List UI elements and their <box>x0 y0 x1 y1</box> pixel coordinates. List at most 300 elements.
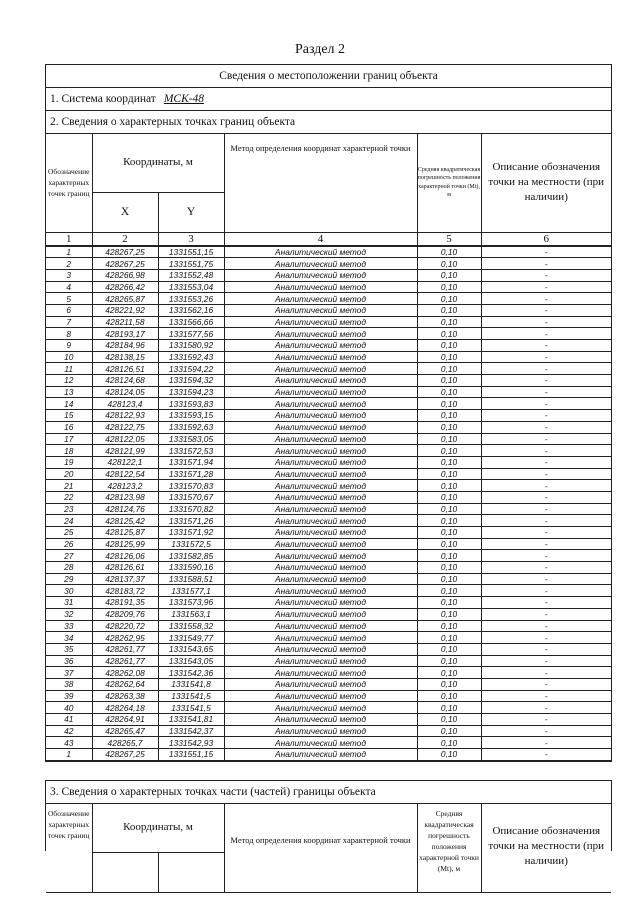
points-table-body <box>46 246 611 761</box>
accuracy-cell: 0,10 <box>417 620 481 632</box>
table-row <box>46 585 611 597</box>
x-coordinate: 428265,87 <box>92 293 158 305</box>
point-number: 2 <box>46 258 92 270</box>
x-coordinate: 428209,76 <box>92 608 158 620</box>
description-cell: - <box>481 632 611 644</box>
part-accuracy-header: Средняя квадратическая погрешность положения характерной точки (Mt), м <box>417 804 481 892</box>
method-cell: Аналитический метод <box>224 328 417 340</box>
y-coordinate: 1331542,93 <box>158 737 224 749</box>
table-row <box>46 363 611 375</box>
description-cell: - <box>481 538 611 550</box>
x-coordinate: 428267,25 <box>92 258 158 270</box>
accuracy-header: Средняя квадратическая погрешность положения характерной точки (Mt), м <box>417 134 481 232</box>
y-coordinate: 1331566,66 <box>158 316 224 328</box>
table-row <box>46 269 611 281</box>
point-number: 1 <box>46 246 92 258</box>
table-row <box>46 550 611 562</box>
y-coordinate: 1331577,1 <box>158 585 224 597</box>
description-cell: - <box>481 702 611 714</box>
description-cell: - <box>481 445 611 457</box>
description-cell: - <box>481 480 611 492</box>
x-coordinate: 428125,87 <box>92 527 158 539</box>
y-coordinate: 1331594,22 <box>158 363 224 375</box>
part-point-name-header: Обозначение характерных точек границ <box>46 804 92 892</box>
x-coordinate: 428123,2 <box>92 480 158 492</box>
point-number: 18 <box>46 445 92 457</box>
y-coordinate: 1331563,1 <box>158 608 224 620</box>
accuracy-cell: 0,10 <box>417 538 481 550</box>
method-cell: Аналитический метод <box>224 491 417 503</box>
method-cell: Аналитический метод <box>224 445 417 457</box>
table-row <box>46 702 611 714</box>
x-coordinate: 428123,4 <box>92 398 158 410</box>
accuracy-cell: 0,10 <box>417 281 481 293</box>
x-coordinate: 428265,7 <box>92 737 158 749</box>
y-coordinate: 1331593,15 <box>158 410 224 422</box>
point-number: 42 <box>46 725 92 737</box>
x-coordinate: 428122,54 <box>92 468 158 480</box>
coordinates-header: Координаты, м <box>92 134 224 192</box>
accuracy-cell: 0,10 <box>417 562 481 574</box>
column-number: 2 <box>92 232 158 246</box>
table-row <box>46 386 611 398</box>
y-coordinate: 1331594,23 <box>158 386 224 398</box>
y-coordinate: 1331580,92 <box>158 340 224 352</box>
point-number: 5 <box>46 293 92 305</box>
column-number: 3 <box>158 232 224 246</box>
table-row <box>46 749 611 761</box>
y-header: Y <box>158 192 224 232</box>
point-number: 32 <box>46 608 92 620</box>
method-cell: Аналитический метод <box>224 503 417 515</box>
table-row <box>46 608 611 620</box>
y-coordinate: 1331592,43 <box>158 351 224 363</box>
accuracy-cell: 0,10 <box>417 480 481 492</box>
description-cell: - <box>481 456 611 468</box>
method-cell: Аналитический метод <box>224 538 417 550</box>
table-row <box>46 375 611 387</box>
part-coordinates-header: Координаты, м <box>92 804 224 852</box>
part-description-header: Описание обозначения точки на местности (при наличии) <box>481 804 611 892</box>
accuracy-cell: 0,10 <box>417 293 481 305</box>
accuracy-cell: 0,10 <box>417 690 481 702</box>
description-cell: - <box>481 328 611 340</box>
accuracy-cell: 0,10 <box>417 725 481 737</box>
y-coordinate: 1331592,63 <box>158 421 224 433</box>
y-coordinate: 1331553,26 <box>158 293 224 305</box>
y-coordinate: 1331570,83 <box>158 480 224 492</box>
part-points-table <box>46 804 611 893</box>
point-number: 15 <box>46 410 92 422</box>
y-coordinate: 1331588,51 <box>158 573 224 585</box>
x-coordinate: 428266,98 <box>92 269 158 281</box>
method-cell: Аналитический метод <box>224 562 417 574</box>
point-number: 30 <box>46 585 92 597</box>
description-cell: - <box>481 503 611 515</box>
accuracy-cell: 0,10 <box>417 351 481 363</box>
description-cell: - <box>481 573 611 585</box>
table-row <box>46 667 611 679</box>
point-number: 20 <box>46 468 92 480</box>
point-number: 24 <box>46 515 92 527</box>
table-row <box>46 503 611 515</box>
table-row <box>46 316 611 328</box>
method-cell: Аналитический метод <box>224 702 417 714</box>
accuracy-cell: 0,10 <box>417 632 481 644</box>
x-coordinate: 428122,75 <box>92 421 158 433</box>
accuracy-cell: 0,10 <box>417 386 481 398</box>
description-cell: - <box>481 608 611 620</box>
y-coordinate: 1331562,16 <box>158 304 224 316</box>
description-cell: - <box>481 304 611 316</box>
x-coordinate: 428220,72 <box>92 620 158 632</box>
accuracy-cell: 0,10 <box>417 258 481 270</box>
table-row <box>46 690 611 702</box>
description-cell: - <box>481 737 611 749</box>
y-coordinate: 1331543,05 <box>158 655 224 667</box>
column-number: 4 <box>224 232 417 246</box>
x-header: X <box>92 192 158 232</box>
table-row <box>46 632 611 644</box>
column-number: 5 <box>417 232 481 246</box>
method-cell: Аналитический метод <box>224 258 417 270</box>
point-number: 3 <box>46 269 92 281</box>
accuracy-cell: 0,10 <box>417 433 481 445</box>
point-number: 22 <box>46 491 92 503</box>
method-header: Метод определения координат характерной точки <box>224 134 417 232</box>
y-coordinate: 1331572,5 <box>158 538 224 550</box>
y-coordinate: 1331570,67 <box>158 491 224 503</box>
method-cell: Аналитический метод <box>224 386 417 398</box>
accuracy-cell: 0,10 <box>417 527 481 539</box>
x-coordinate: 428263,38 <box>92 690 158 702</box>
x-coordinate: 428124,05 <box>92 386 158 398</box>
description-cell: - <box>481 386 611 398</box>
x-coordinate: 428124,68 <box>92 375 158 387</box>
description-cell: - <box>481 491 611 503</box>
method-cell: Аналитический метод <box>224 620 417 632</box>
accuracy-cell: 0,10 <box>417 328 481 340</box>
table-row <box>46 597 611 609</box>
method-cell: Аналитический метод <box>224 375 417 387</box>
description-cell: - <box>481 527 611 539</box>
method-cell: Аналитический метод <box>224 316 417 328</box>
description-cell: - <box>481 340 611 352</box>
y-coordinate: 1331582,85 <box>158 550 224 562</box>
x-coordinate: 428121,99 <box>92 445 158 457</box>
x-coordinate: 428193,17 <box>92 328 158 340</box>
accuracy-cell: 0,10 <box>417 340 481 352</box>
y-coordinate: 1331551,15 <box>158 246 224 258</box>
description-cell: - <box>481 562 611 574</box>
table-row <box>46 562 611 574</box>
description-cell: - <box>481 714 611 726</box>
point-number: 40 <box>46 702 92 714</box>
description-cell: - <box>481 725 611 737</box>
method-cell: Аналитический метод <box>224 421 417 433</box>
accuracy-cell: 0,10 <box>417 702 481 714</box>
table-row <box>46 340 611 352</box>
x-coordinate: 428122,93 <box>92 410 158 422</box>
point-number: 27 <box>46 550 92 562</box>
accuracy-cell: 0,10 <box>417 585 481 597</box>
description-cell: - <box>481 293 611 305</box>
point-number: 10 <box>46 351 92 363</box>
table-row <box>46 445 611 457</box>
method-cell: Аналитический метод <box>224 246 417 258</box>
accuracy-cell: 0,10 <box>417 398 481 410</box>
y-coordinate: 1331542,37 <box>158 725 224 737</box>
point-number: 13 <box>46 386 92 398</box>
point-number: 29 <box>46 573 92 585</box>
accuracy-cell: 0,10 <box>417 573 481 585</box>
x-coordinate: 428261,77 <box>92 643 158 655</box>
y-coordinate: 1331583,05 <box>158 433 224 445</box>
y-coordinate: 1331570,82 <box>158 503 224 515</box>
table-row <box>46 304 611 316</box>
point-number: 21 <box>46 480 92 492</box>
description-cell: - <box>481 550 611 562</box>
description-cell: - <box>481 433 611 445</box>
description-cell: - <box>481 643 611 655</box>
x-coordinate: 428266,42 <box>92 281 158 293</box>
description-cell: - <box>481 667 611 679</box>
accuracy-cell: 0,10 <box>417 421 481 433</box>
y-coordinate: 1331573,96 <box>158 597 224 609</box>
table-row <box>46 398 611 410</box>
method-cell: Аналитический метод <box>224 655 417 667</box>
accuracy-cell: 0,10 <box>417 714 481 726</box>
y-coordinate: 1331571,92 <box>158 527 224 539</box>
description-cell: - <box>481 678 611 690</box>
y-coordinate: 1331542,36 <box>158 667 224 679</box>
description-cell: - <box>481 269 611 281</box>
x-coordinate: 428125,99 <box>92 538 158 550</box>
coord-system-row <box>46 88 611 111</box>
description-cell: - <box>481 749 611 761</box>
description-cell: - <box>481 316 611 328</box>
point-number: 17 <box>46 433 92 445</box>
boundary-info-form <box>45 64 612 762</box>
method-cell: Аналитический метод <box>224 749 417 761</box>
table-row <box>46 328 611 340</box>
method-cell: Аналитический метод <box>224 340 417 352</box>
y-coordinate: 1331541,81 <box>158 714 224 726</box>
table-row <box>46 573 611 585</box>
table-row <box>46 246 611 258</box>
accuracy-cell: 0,10 <box>417 608 481 620</box>
accuracy-cell: 0,10 <box>417 246 481 258</box>
y-coordinate: 1331593,83 <box>158 398 224 410</box>
x-coordinate: 428126,51 <box>92 363 158 375</box>
y-coordinate: 1331541,5 <box>158 690 224 702</box>
part-y-header <box>158 852 224 892</box>
description-cell: - <box>481 655 611 667</box>
point-number: 28 <box>46 562 92 574</box>
accuracy-cell: 0,10 <box>417 269 481 281</box>
x-coordinate: 428267,25 <box>92 246 158 258</box>
method-cell: Аналитический метод <box>224 363 417 375</box>
x-coordinate: 428211,58 <box>92 316 158 328</box>
column-number: 1 <box>46 232 92 246</box>
x-coordinate: 428184,96 <box>92 340 158 352</box>
y-coordinate: 1331590,16 <box>158 562 224 574</box>
part-boundary-form <box>45 780 612 873</box>
point-number: 16 <box>46 421 92 433</box>
point-number: 35 <box>46 643 92 655</box>
description-cell: - <box>481 363 611 375</box>
description-cell: - <box>481 398 611 410</box>
method-cell: Аналитический метод <box>224 269 417 281</box>
y-coordinate: 1331541,8 <box>158 678 224 690</box>
point-number: 26 <box>46 538 92 550</box>
description-cell: - <box>481 351 611 363</box>
column-numbers-row <box>46 232 611 246</box>
table-row <box>46 421 611 433</box>
method-cell: Аналитический метод <box>224 550 417 562</box>
point-number: 8 <box>46 328 92 340</box>
description-cell: - <box>481 375 611 387</box>
point-number: 23 <box>46 503 92 515</box>
x-coordinate: 428124,76 <box>92 503 158 515</box>
point-number: 12 <box>46 375 92 387</box>
accuracy-cell: 0,10 <box>417 410 481 422</box>
table-row <box>46 678 611 690</box>
y-coordinate: 1331541,5 <box>158 702 224 714</box>
y-coordinate: 1331551,15 <box>158 749 224 761</box>
description-cell: - <box>481 597 611 609</box>
method-cell: Аналитический метод <box>224 515 417 527</box>
method-cell: Аналитический метод <box>224 480 417 492</box>
point-number: 19 <box>46 456 92 468</box>
table-row <box>46 410 611 422</box>
method-cell: Аналитический метод <box>224 398 417 410</box>
y-coordinate: 1331594,32 <box>158 375 224 387</box>
table-row <box>46 527 611 539</box>
method-cell: Аналитический метод <box>224 585 417 597</box>
point-number: 39 <box>46 690 92 702</box>
y-coordinate: 1331543,65 <box>158 643 224 655</box>
table-row <box>46 468 611 480</box>
point-number: 41 <box>46 714 92 726</box>
x-coordinate: 428137,37 <box>92 573 158 585</box>
x-coordinate: 428262,08 <box>92 667 158 679</box>
point-number: 25 <box>46 527 92 539</box>
method-cell: Аналитический метод <box>224 714 417 726</box>
y-coordinate: 1331571,26 <box>158 515 224 527</box>
accuracy-cell: 0,10 <box>417 655 481 667</box>
method-cell: Аналитический метод <box>224 678 417 690</box>
description-cell: - <box>481 258 611 270</box>
object-info-heading: Сведения о местоположении границ объекта <box>46 65 611 88</box>
y-coordinate: 1331571,28 <box>158 468 224 480</box>
accuracy-cell: 0,10 <box>417 468 481 480</box>
accuracy-cell: 0,10 <box>417 491 481 503</box>
accuracy-cell: 0,10 <box>417 375 481 387</box>
coord-system-value: МСК-48 <box>163 93 205 105</box>
column-number: 6 <box>481 232 611 246</box>
x-coordinate: 428123,98 <box>92 491 158 503</box>
table-row <box>46 293 611 305</box>
point-number: 11 <box>46 363 92 375</box>
x-coordinate: 428191,35 <box>92 597 158 609</box>
part-x-header <box>92 852 158 892</box>
method-cell: Аналитический метод <box>224 527 417 539</box>
x-coordinate: 428264,91 <box>92 714 158 726</box>
description-cell: - <box>481 281 611 293</box>
method-cell: Аналитический метод <box>224 725 417 737</box>
method-cell: Аналитический метод <box>224 597 417 609</box>
x-coordinate: 428261,77 <box>92 655 158 667</box>
method-cell: Аналитический метод <box>224 410 417 422</box>
points-heading: 2. Сведения о характерных точках границ объекта <box>46 111 611 134</box>
description-cell: - <box>481 246 611 258</box>
description-cell: - <box>481 421 611 433</box>
accuracy-cell: 0,10 <box>417 515 481 527</box>
table-row <box>46 491 611 503</box>
part-method-header: Метод определения координат характерной точки <box>224 804 417 892</box>
table-row <box>46 433 611 445</box>
description-cell: - <box>481 410 611 422</box>
accuracy-cell: 0,10 <box>417 304 481 316</box>
y-coordinate: 1331552,48 <box>158 269 224 281</box>
method-cell: Аналитический метод <box>224 608 417 620</box>
table-row <box>46 643 611 655</box>
table-row <box>46 655 611 667</box>
table-row <box>46 480 611 492</box>
table-row <box>46 620 611 632</box>
accuracy-cell: 0,10 <box>417 597 481 609</box>
accuracy-cell: 0,10 <box>417 749 481 761</box>
x-coordinate: 428126,61 <box>92 562 158 574</box>
y-coordinate: 1331571,94 <box>158 456 224 468</box>
x-coordinate: 428126,06 <box>92 550 158 562</box>
x-coordinate: 428122,1 <box>92 456 158 468</box>
accuracy-cell: 0,10 <box>417 667 481 679</box>
part-points-heading: 3. Сведения о характерных точках части (частей) границы объекта <box>46 781 611 804</box>
description-header: Описание обозначения точки на местности (при наличии) <box>481 134 611 232</box>
x-coordinate: 428125,42 <box>92 515 158 527</box>
coord-system-label: 1. Система координат <box>50 93 156 105</box>
accuracy-cell: 0,10 <box>417 643 481 655</box>
method-cell: Аналитический метод <box>224 293 417 305</box>
method-cell: Аналитический метод <box>224 304 417 316</box>
point-number: 33 <box>46 620 92 632</box>
y-coordinate: 1331558,32 <box>158 620 224 632</box>
y-coordinate: 1331572,53 <box>158 445 224 457</box>
method-cell: Аналитический метод <box>224 643 417 655</box>
point-number: 7 <box>46 316 92 328</box>
table-row <box>46 258 611 270</box>
point-number: 4 <box>46 281 92 293</box>
table-row <box>46 456 611 468</box>
table-row <box>46 714 611 726</box>
method-cell: Аналитический метод <box>224 456 417 468</box>
y-coordinate: 1331549,77 <box>158 632 224 644</box>
table-row <box>46 515 611 527</box>
y-coordinate: 1331551,75 <box>158 258 224 270</box>
point-number: 34 <box>46 632 92 644</box>
page-title: Раздел 2 <box>294 42 346 57</box>
x-coordinate: 428183,72 <box>92 585 158 597</box>
description-cell: - <box>481 620 611 632</box>
method-cell: Аналитический метод <box>224 281 417 293</box>
point-number: 37 <box>46 667 92 679</box>
point-number: 31 <box>46 597 92 609</box>
y-coordinate: 1331553,04 <box>158 281 224 293</box>
accuracy-cell: 0,10 <box>417 363 481 375</box>
accuracy-cell: 0,10 <box>417 316 481 328</box>
